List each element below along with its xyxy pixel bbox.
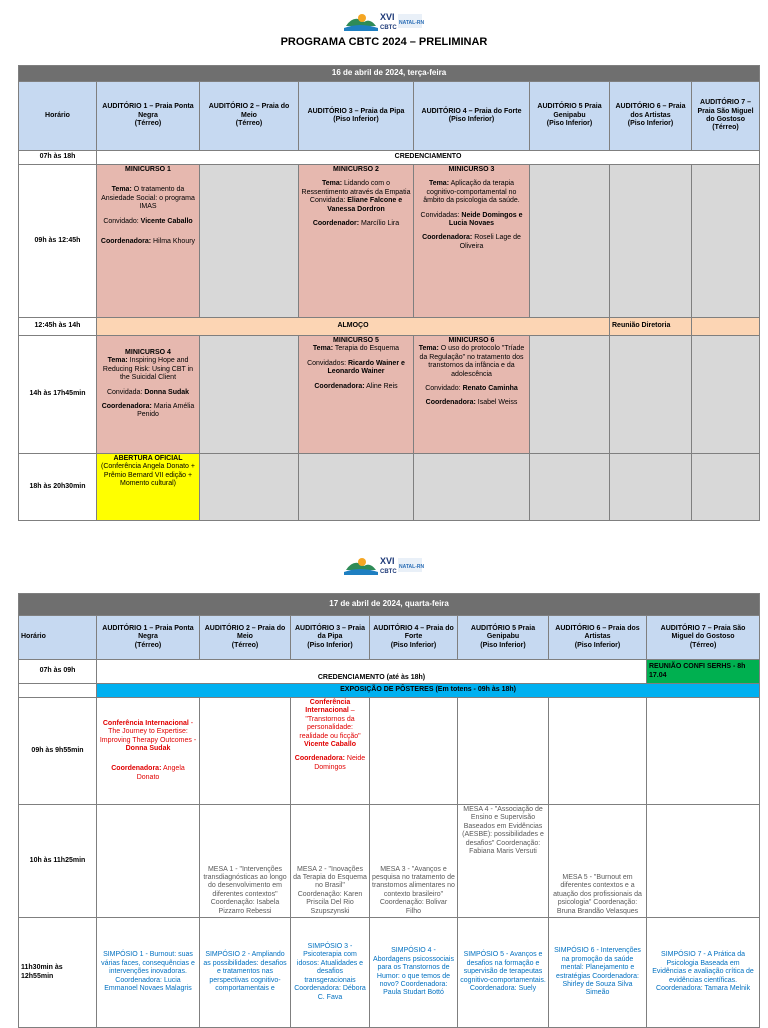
cell-text: Maria Amélia Penido <box>137 403 195 419</box>
simposio-1-cell: SIMPÓSIO 1 - Burnout: suas várias faces, consequências e intervenções inovadoras. Coordenadora: Lucia Emmanoel Novaes Malagris <box>97 918 200 1028</box>
cell-text: - The Journey to Expertise: Improving Therapy Outcomes - <box>99 719 197 744</box>
cell-text <box>416 399 527 407</box>
auditorio-header <box>414 82 530 151</box>
cell-text: AUDITÓRIO 2 – Praia do Meio <box>208 103 290 119</box>
cell-text: Coordenadora: <box>100 238 152 246</box>
time-slot: 11h30min às 12h55min <box>19 918 97 1028</box>
minicurso-1-cell <box>97 165 200 318</box>
cell-text: Coordenadora: <box>294 755 345 763</box>
time-slot: 07h às 09h <box>19 660 97 684</box>
mesa-2-cell: MESA 2 - "Inovações da Terapia do Esquema no Brasil" Coordenação: Karen Priscila Del Rio Szupszynski <box>291 805 370 918</box>
page-title: PROGRAMA CBTC 2024 – PRELIMINAR <box>280 36 488 48</box>
cell-text: AUDITÓRIO 2 – Praia do Meio <box>204 624 286 641</box>
auditorio-header <box>200 616 291 660</box>
cell-text: Roseli Lage de Oliveira <box>459 234 521 250</box>
cell-text: (Piso Inferior) <box>448 116 495 123</box>
cell-text: AUDITÓRIO 4 – Praia do Forte <box>373 624 454 641</box>
cell-text: (Piso Inferior) <box>574 641 621 649</box>
svg-text:NATAL-RN: NATAL-RN <box>399 20 424 26</box>
cell-text <box>99 765 197 782</box>
cell-text: (Térreo) <box>235 120 263 128</box>
cell-text: MINICURSO 4 <box>125 349 171 356</box>
cell-text: AUDITÓRIO 7 – Praia São Miguel do Gostoso <box>660 624 746 641</box>
table-cell <box>610 454 692 521</box>
auditorio-header <box>299 82 414 151</box>
almoco-cell: ALMOÇO <box>97 318 610 336</box>
cell-text <box>301 180 411 197</box>
abertura-oficial-cell <box>97 454 200 521</box>
cell-text: Aline Reis <box>364 382 398 390</box>
table-cell <box>200 165 299 318</box>
minicurso-6-cell <box>414 336 530 454</box>
cell-text: Coordenadora: <box>422 234 473 242</box>
reuniao-confi-cell: REUNIÃO CONFI SERHS - 8h 17.04 <box>647 660 760 684</box>
table-cell <box>200 698 291 805</box>
mesa-3-cell: MESA 3 - "Avanços e pesquisa no tratamento de transtornos alimentares no contexto brasileiro" Coordenação: Bolivar Filho <box>370 805 458 918</box>
cell-text: Convidada: <box>309 197 348 205</box>
cell-text: MINICURSO 6 <box>448 337 495 344</box>
cell-text: Eliane Falcone e Vanessa Dordron <box>327 197 403 213</box>
table-cell <box>530 165 610 318</box>
cell-text: Terapia do Esquema <box>333 345 400 353</box>
auditorio-header <box>97 82 200 151</box>
cell-text: Tema: <box>107 357 128 365</box>
minicurso-4-cell <box>97 336 200 454</box>
cell-text: AUDITÓRIO 4 – Praia do Forte <box>421 107 522 115</box>
table-cell <box>692 165 760 318</box>
auditorio-header <box>97 616 200 660</box>
auditorio-header <box>200 82 299 151</box>
auditorio-header <box>291 616 370 660</box>
table-cell <box>200 336 299 454</box>
simposio-6-cell: SIMPÓSIO 6 - Intervenções na promoção da saúde mental: Planejamento e estratégias Coordenadora: Shirley de Souza Silva Simeão <box>549 918 647 1028</box>
schedule-table-day1 <box>18 65 760 521</box>
cell-text: (Piso Inferior) <box>307 641 353 649</box>
minicurso-3-cell <box>414 165 530 318</box>
svg-text:CBTC: CBTC <box>380 569 397 575</box>
credenciamento-cell: CREDENCIAMENTO <box>97 151 760 165</box>
cell-text: Convidados: <box>307 359 348 367</box>
table-cell <box>692 454 760 521</box>
date-bar: 17 de abril de 2024, quarta-feira <box>19 594 760 616</box>
cell-text: Aplicação da terapia cognitivo-comportamental no âmbito da psicologia da saúde. <box>423 180 520 205</box>
auditorio-header <box>370 616 458 660</box>
time-slot: 12:45h às 14h <box>19 318 97 336</box>
simposio-7-cell: SIMPÓSIO 7 - A Prática da Psicologia Baseada em Evidências e avaliação crítica de evidências científicas. Coordenadora: Tamara Melnik <box>647 918 760 1028</box>
cell-text: Lidando com o Ressentimento através da Empatia <box>301 180 411 196</box>
cell-text: Donna Sudak <box>125 745 171 752</box>
cell-text: O tratamento da Ansiedade Social: o programa IMAS <box>101 186 195 211</box>
cell-text: AUDITÓRIO 1 – Praia Ponta Negra <box>102 103 194 119</box>
cell-text: (Térreo) <box>231 641 259 649</box>
table-cell <box>97 805 200 918</box>
cell-text: Inspiring Hope and Reducing Risk: Using CBT in the Suicidal Client <box>102 357 194 382</box>
svg-text:CBTC: CBTC <box>380 25 397 31</box>
cell-text <box>301 345 411 353</box>
cell-text: Angela Donato <box>136 765 185 781</box>
cell-text: MINICURSO 2 <box>333 166 379 173</box>
cell-text: AUDITÓRIO 6 – Praia dos Artistas <box>615 103 686 119</box>
table-cell <box>530 454 610 521</box>
simposio-5-cell: SIMPÓSIO 5 - Avanços e desafios na formação e supervisão de terapeutas cognitivo-comportamentais. Coordenadora: Suely <box>458 918 549 1028</box>
cell-text: (Térreo) <box>689 641 717 649</box>
cell-text <box>99 186 197 211</box>
cell-text <box>301 220 411 228</box>
table-cell <box>610 165 692 318</box>
simposio-3-cell: SIMPÓSIO 3 - Psicoterapia com idosos: Atualidades e desafios transgeracionais Coordenadora: Débora C. Fava <box>291 918 370 1028</box>
table-cell <box>647 698 760 805</box>
time-slot: 07h às 18h <box>19 151 97 165</box>
simposio-2-cell: SIMPÓSIO 2 - Ampliando as possibilidades: desafios e tratamentos nas perspectivas cognitivo-comportamentais e <box>200 918 291 1028</box>
cell-text: (Térreo) <box>134 641 162 649</box>
cell-text: Vicente Caballo <box>140 217 193 225</box>
table-cell <box>414 454 530 521</box>
cell-text: Convidada: <box>106 388 145 396</box>
cell-text: Donna Sudak <box>144 388 190 396</box>
cell-text <box>416 385 527 393</box>
cell-text: AUDITÓRIO 1 – Praia Ponta Negra <box>102 624 194 641</box>
cell-text: (Piso Inferior) <box>333 116 379 123</box>
cell-text: Hilma Khoury <box>151 238 196 246</box>
cell-text: Convidado: <box>425 385 463 393</box>
table-cell <box>647 805 760 918</box>
svg-text:XVI: XVI <box>380 12 395 22</box>
cell-text: AUDITÓRIO 5 Praia Genipabu <box>470 624 536 641</box>
cell-text: (Piso Inferior) <box>546 120 593 128</box>
cell-text: Tema: <box>418 345 439 353</box>
table-cell <box>692 336 760 454</box>
cell-text: Isabel Weiss <box>475 399 518 407</box>
horario-header: Horário <box>19 616 97 660</box>
cell-text: Tema: <box>428 180 450 188</box>
cell-text: AUDITÓRIO 5 Praia Genipabu <box>537 103 602 119</box>
cell-text: (Piso Inferior) <box>627 120 674 128</box>
cell-text: Coordenadora: <box>425 399 476 407</box>
cell-text: Ricardo Wainer e Leonardo Wainer <box>327 359 405 376</box>
cell-text: MINICURSO 1 <box>125 166 171 173</box>
auditorio-header <box>610 82 692 151</box>
svg-text:NATAL-RN: NATAL-RN <box>399 564 424 570</box>
cell-text <box>99 218 197 226</box>
cell-text <box>416 180 527 205</box>
cell-text <box>293 755 367 772</box>
table-cell <box>458 698 549 805</box>
time-slot: 14h às 17h45min <box>19 336 97 454</box>
cell-text <box>416 234 527 251</box>
cell-text: Conferência Internacional <box>102 719 189 727</box>
time-slot: 18h às 20h30min <box>19 454 97 521</box>
auditorio-header <box>530 82 610 151</box>
cell-text: Neide Domingos e Lucia Novaes <box>448 211 523 228</box>
cell-text: Tema: <box>111 186 132 194</box>
cell-text: Coordenadora: <box>101 403 152 411</box>
cell-text: O uso do protocolo "Tríade da Regulação" no tratamento dos transtornos da infância e da adolescência <box>419 345 525 378</box>
cell-text <box>99 389 197 397</box>
cell-text <box>301 383 411 391</box>
cell-text: AUDITÓRIO 7 – Praia São Miguel do Gostoso <box>697 99 754 123</box>
cell-text <box>416 345 527 379</box>
table-cell <box>692 318 760 336</box>
cell-text: Tema: <box>322 180 343 188</box>
exposicao-posteres-cell: EXPOSIÇÃO DE PÔSTERES (Em totens - 09h às 18h) <box>97 684 760 698</box>
cell-text: (Piso Inferior) <box>390 641 437 649</box>
schedule-table-day2 <box>18 593 760 1028</box>
cell-text: MINICURSO 3 <box>448 166 495 173</box>
cell-text <box>99 403 197 420</box>
cell-text: AUDITÓRIO 3 – Praia da Pipa <box>307 107 405 115</box>
cell-text: Vicente Caballo <box>303 741 356 749</box>
table-cell <box>19 684 97 698</box>
cell-text: (Piso Inferior) <box>480 641 526 649</box>
cell-text: Neide Domingos <box>314 755 366 771</box>
time-slot: 09h às 12:45h <box>19 165 97 318</box>
cell-text: (Térreo) <box>134 120 162 128</box>
auditorio-header <box>647 616 760 660</box>
cell-text: – "Transtornos da personalidade: realidade ou ficção" <box>299 707 361 740</box>
cbtc-logo <box>344 10 424 32</box>
cell-text <box>301 360 411 377</box>
cell-text: (Conferência Angela Donato + Prêmio Bernard VII edição + Momento cultural) <box>101 463 195 488</box>
table-cell <box>610 336 692 454</box>
reuniao-diretoria-cell: Reunião Diretoria <box>610 318 692 336</box>
date-bar: 16 de abril de 2024, terça-feira <box>19 66 760 82</box>
table-cell <box>200 454 299 521</box>
horario-header: Horário <box>19 82 97 151</box>
minicurso-2-cell <box>299 165 414 318</box>
cell-text: Marcílio Lira <box>359 220 400 228</box>
simposio-4-cell: SIMPÓSIO 4 - Abordagens psicossociais para os Transtornos de Humor: o que temos de novo? Coordenadora: Paula Studart Bottó <box>370 918 458 1028</box>
cell-text: Coordenador: <box>312 220 360 228</box>
credenciamento-cell: CREDENCIAMENTO (até às 18h) <box>97 660 647 684</box>
conferencia-internacional-cell <box>291 698 370 805</box>
cell-text <box>99 357 197 382</box>
cell-text: Tema: <box>312 345 334 353</box>
cell-text <box>99 238 197 246</box>
table-cell <box>299 454 414 521</box>
cell-text: AUDITÓRIO 3 – Praia da Pipa <box>294 624 366 641</box>
time-slot: 09h às 9h55min <box>19 698 97 805</box>
cell-text <box>416 212 527 229</box>
auditorio-header <box>458 616 549 660</box>
auditorio-header <box>692 82 760 151</box>
cell-text: (Térreo) <box>712 124 739 132</box>
table-cell <box>530 336 610 454</box>
time-slot: 10h às 11h25min <box>19 805 97 918</box>
cell-text: ABERTURA OFICIAL <box>113 455 183 462</box>
cell-text: Renato Caminha <box>462 385 518 393</box>
mesa-1-cell: MESA 1 - "Intervenções transdiagnósticas ao longo do desenvolvimento em diferentes contextos" Coordenação: Isabela Pizzarro Rebessi <box>200 805 291 918</box>
conferencia-internacional-cell <box>97 698 200 805</box>
cell-text: Coordenadora: <box>314 382 365 390</box>
svg-text:XVI: XVI <box>380 556 395 566</box>
minicurso-5-cell <box>299 336 414 454</box>
cell-text <box>301 197 411 214</box>
cell-text: Convidadas: <box>420 211 462 219</box>
mesa-4-cell: MESA 4 - "Associação de Ensino e Supervisão Baseados em Evidências (AESBE): possibilidades e desafios" Coordenação: Fabiana Maris Versuti <box>458 805 549 918</box>
cell-text: Convidado: <box>103 217 141 225</box>
table-cell <box>549 698 647 805</box>
table-cell <box>370 698 458 805</box>
cell-text: Coordenadora: <box>111 765 162 773</box>
cell-text: Conferência Internacional <box>305 699 351 715</box>
cell-text: AUDITÓRIO 6 – Praia dos Artistas <box>555 624 640 641</box>
mesa-5-cell: MESA 5 - "Burnout em diferentes contextos e a atuação dos profissionais da psicologia" Coordenação: Bruna Brandão Velasques <box>549 805 647 918</box>
cell-text: MINICURSO 5 <box>333 337 379 344</box>
cbtc-logo <box>344 554 424 576</box>
auditorio-header <box>549 616 647 660</box>
